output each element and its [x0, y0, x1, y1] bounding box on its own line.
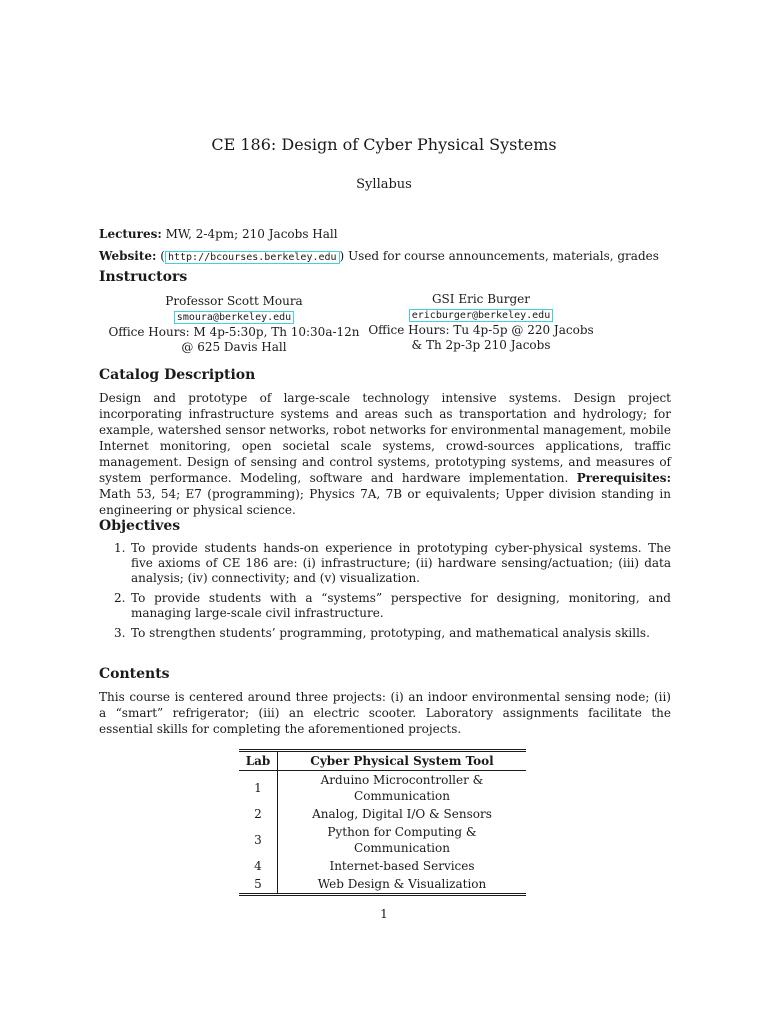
- page-number: 1: [380, 907, 388, 921]
- professor-name: Professor Scott Moura: [165, 294, 303, 308]
- table-row: 4 Internet-based Services: [239, 857, 526, 875]
- lectures-value: MW, 2-4pm; 210 Jacobs Hall: [165, 227, 338, 241]
- website-line: [99, 248, 699, 266]
- document-title: CE 186: Design of Cyber Physical Systems: [211, 135, 557, 154]
- table-row: 1 Arduino Microcontroller & Communication: [239, 771, 526, 806]
- professor-hours: Office Hours: M 4p-5:30p, Th 10:30a-12n: [108, 325, 360, 339]
- table-row: 2 Analog, Digital I/O & Sensors: [239, 805, 526, 823]
- catalog-description: [99, 390, 671, 518]
- catalog-text: Design and prototype of large-scale technology intensive systems. Design project incorporating infrastructure systems and areas such as transportation and hydrology; for example, watershed sensor networks, robot networks for environmental management, mobile Internet monitoring, open societal scale systems, crowd-sources applications, traffic management. Design of sensing and control systems, prototyping systems, and measures of system performance. Modeling, software and hardware implementation.: [99, 391, 671, 485]
- gsi-location: & Th 2p-3p 210 Jacobs: [411, 338, 551, 352]
- contents-text: This course is centered around three projects: (i) an indoor environmental sensing node; (ii) a “smart” refrigerator; (iii) an electric scooter. Laboratory assignments facilitate the essential skills for completing the aforementioned projects.: [99, 690, 671, 736]
- website-link[interactable]: http://bcourses.berkeley.edu: [165, 251, 340, 264]
- prereq-text: Math 53, 54; E7 (programming); Physics 7A, 7B or equivalents; Upper division standing in engineering or physical science.: [99, 487, 671, 517]
- column-header-lab: Lab: [239, 751, 278, 771]
- lectures-label: Lectures:: [99, 227, 162, 241]
- table-header-row: [239, 751, 526, 771]
- contents-heading: Contents: [99, 666, 170, 682]
- gsi-name: GSI Eric Burger: [431, 292, 531, 306]
- lectures-line: [99, 226, 699, 242]
- column-header-tool: Cyber Physical System Tool: [278, 751, 527, 771]
- table-row: 3 Python for Computing & Communication: [239, 823, 526, 857]
- website-label: Website:: [99, 249, 157, 263]
- document-subtitle: Syllabus: [356, 177, 412, 192]
- objectives-heading: Objectives: [99, 518, 181, 534]
- prereq-label: Prerequisites:: [576, 471, 671, 485]
- list-item: 3. To strengthen students’ programming, prototyping, and mathematical analysis skills.: [114, 626, 650, 640]
- list-item: 1. To provide students hands-on experience in prototyping cyber-physical systems. The five axioms of CE 186 are: (i) infrastructure; (ii) hardware sensing/actuation; (iii) data analysis; (iv) connectivity; and (v) visualization.: [114, 541, 671, 585]
- instructors-heading: Instructors: [99, 269, 188, 285]
- catalog-heading: Catalog Description: [99, 367, 256, 383]
- professor-email[interactable]: smoura@berkeley.edu: [174, 311, 294, 324]
- lab-table: [239, 749, 526, 896]
- gsi-block: [336, 292, 626, 353]
- website-open-paren: (: [160, 249, 165, 263]
- gsi-hours: Office Hours: Tu 4p-5p @ 220 Jacobs: [368, 323, 594, 337]
- list-item: 2. To provide students with a “systems” perspective for designing, monitoring, and managing large-scale civil infrastructure.: [114, 591, 671, 620]
- table-row: 5 Web Design & Visualization: [239, 875, 526, 895]
- website-note: Used for course announcements, materials, grades: [348, 249, 659, 263]
- objectives-list: [99, 541, 671, 646]
- gsi-email[interactable]: ericburger@berkeley.edu: [409, 309, 553, 322]
- website-close-paren: ): [339, 249, 345, 263]
- professor-location: @ 625 Davis Hall: [181, 340, 287, 354]
